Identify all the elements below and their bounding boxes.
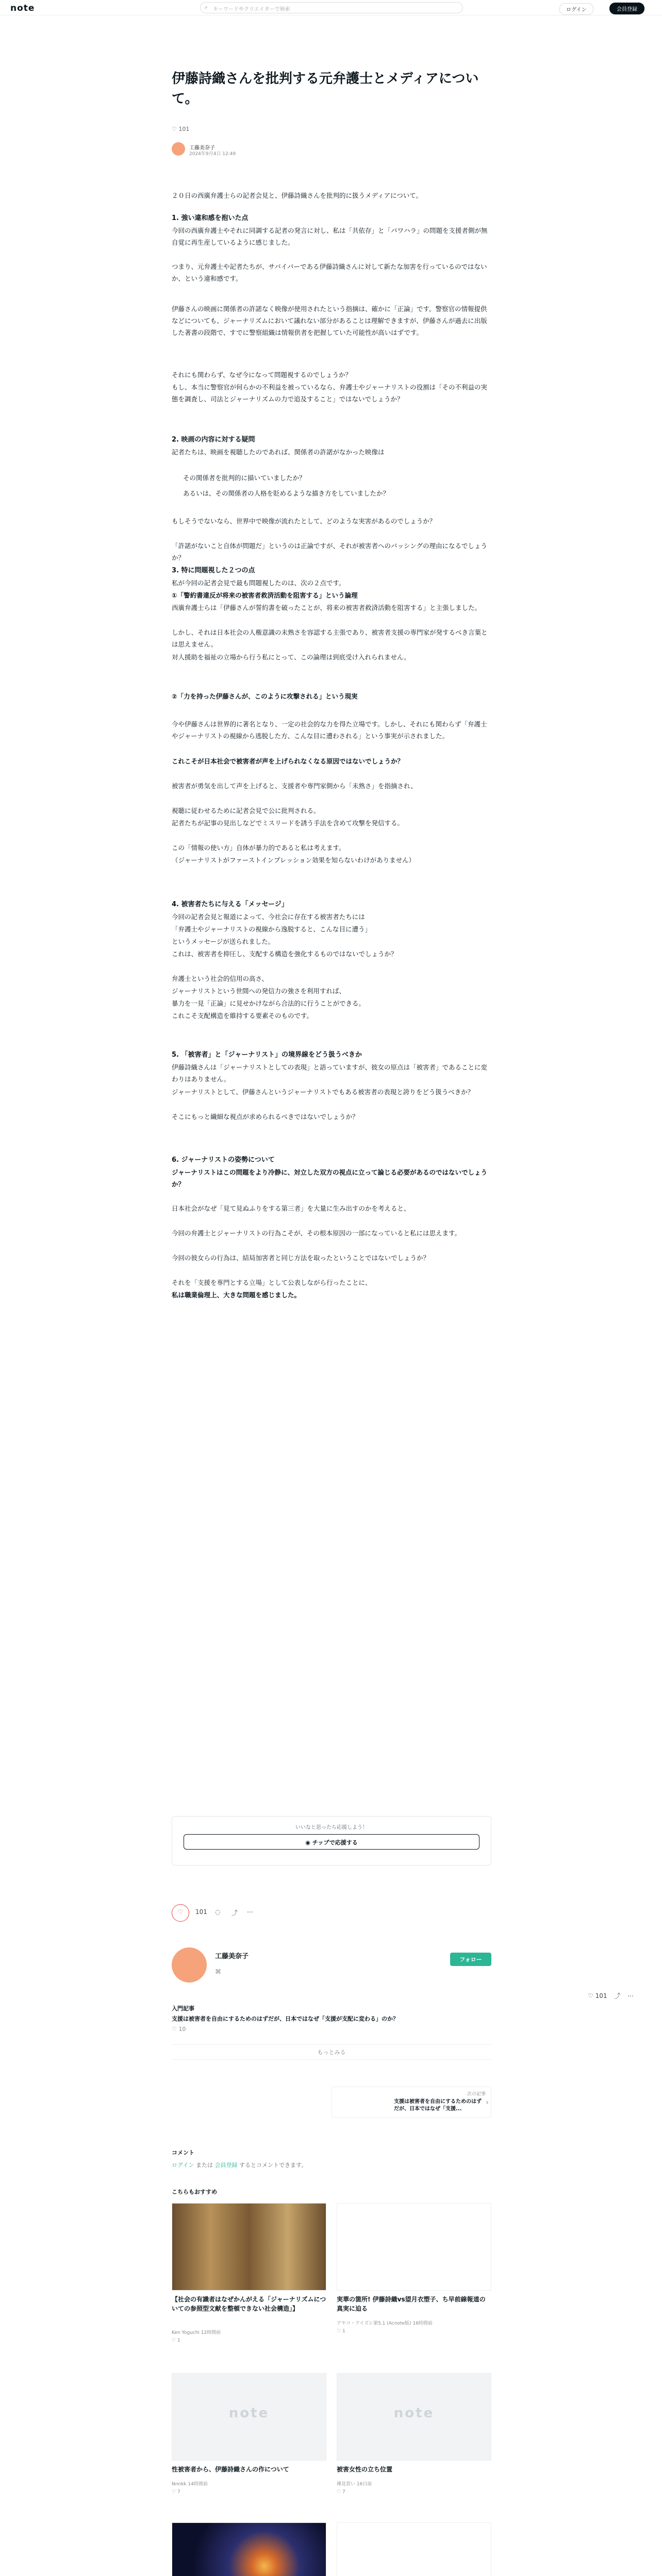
card-thumbnail[interactable] [337, 2203, 491, 2291]
comments-prompt [172, 2161, 307, 2169]
paragraph: これこそ支配構造を維持する要素そのものです。 [172, 1012, 313, 1020]
magazine-likes: ♡ 10 [172, 2026, 186, 2032]
top-header [0, 0, 662, 15]
paragraph: 今や伊藤さんは世界的に著名となり、一定の社会的な力を得た立場です。しかし、それにも関わらず「弁護士やジャーナリストの視線から逃脱した方、こんな目に遭わされる」という事実が示されました。 [172, 720, 487, 740]
paragraph: 記者たちは、映画を視聴したのであれば、関係者の許諾がなかった映像は [172, 448, 385, 456]
support-box [172, 1816, 491, 1866]
paragraph: もしそうでないなら、世界中で映像が流れたとして、どのような実害があるのでしょうか？ [172, 517, 436, 525]
like-count[interactable]: 101 [195, 1908, 207, 1916]
paragraph: 私は職業倫理上、大きな問題を感じました。 [172, 1291, 301, 1299]
avatar[interactable] [172, 1947, 207, 1982]
publish-date: 2024年9月4日 12:49 [189, 151, 236, 157]
share-icon[interactable]: ⤴ [231, 1909, 238, 1917]
list-item: その関係者を批判的に描いていましたか？ [183, 474, 306, 482]
card-meta: 裸見習い 16日前 [337, 2482, 372, 2487]
magazine-article-link[interactable]: 支援は被害者を自由にするためのはずだが、日本ではなぜ「支援が支配に変わる」のか？ [172, 2015, 399, 2022]
author-name[interactable]: 工藤美奈子 [189, 145, 215, 151]
comment-icon[interactable]: ◌ [215, 1908, 221, 1916]
paragraph: ジャーナリストとして、伊藤さんというジャーナリストでもある被害者の表現と誇りをどう扱うべきか？ [172, 1088, 474, 1096]
avatar[interactable] [172, 142, 185, 156]
card-thumbnail[interactable] [337, 2373, 491, 2461]
rss-icon[interactable]: ⌘ [215, 1968, 221, 1975]
paragraph: 「弁護士やジャーナリストの視線から逸脱すると、こんな目に遭う」 [172, 925, 372, 933]
card-title[interactable]: 【社会の有識者はなぜかんがえる「ジャーナリズムについての参照型文献を整頓できない社会構造」】 [172, 2296, 326, 2312]
like-count: 7 [342, 2489, 345, 2495]
comments-heading: コメント [172, 2149, 194, 2156]
search-placeholder: キーワードやクリエイターで検索 [213, 7, 290, 12]
paragraph: つまり、元弁護士や記者たちが、サバイバーである伊藤詩織さんに対して新たな加害を行っているのではないか、という違和感です。 [172, 263, 487, 283]
paragraph: それにも関わらず、なぜ今になって問題視するのでしょうか？ [172, 371, 352, 379]
card-meta: Nnnkk 14時間前 [172, 2482, 208, 2487]
signup-button[interactable]: 会員登録 [609, 3, 644, 14]
paragraph: 伊藤さんの映画に関係者の許諾なく映像が使用されたという指摘は、確かに「正論」です。警察官の情報提供などについても、ジャーナリズムにおいて議れない部分があることは理解できますが、伊藤さんが過去に出版した著書の段階で、すでに警察組織は情報供者を把握していた可能性が高いはずです。 [172, 305, 487, 337]
section-heading: 4. 被害者たちに与える「メッセージ」 [172, 901, 288, 908]
tip-button-label: チップで応援する [312, 1839, 358, 1846]
card-title[interactable]: 実華の箇所! 伊藤詩織vs望月衣塑子、ち早前線報道の真実に迫る [337, 2296, 486, 2312]
paragraph: というメッセージが送られました。 [172, 938, 275, 945]
recommend-heading: こちらもおすすめ [172, 2189, 218, 2195]
paragraph: それを「支援を専門とする立場」として公表しながら行ったことに、 [172, 1279, 372, 1286]
note-logo-placeholder: note [393, 2405, 435, 2421]
card-likes: ♡ 1 [172, 2338, 180, 2343]
next-article-nav[interactable] [332, 2087, 491, 2117]
more-icon[interactable]: ⋯ [627, 1992, 634, 1999]
coin-icon: ◉ [305, 1839, 312, 1846]
tip-button[interactable] [184, 1834, 479, 1850]
note-logo[interactable]: note [10, 3, 35, 13]
login-button[interactable]: ログイン [559, 3, 593, 15]
card-thumbnail[interactable] [337, 2522, 491, 2576]
paragraph: 私が今回の記者会見で最も問題視したのは、次の２点です。 [172, 579, 345, 587]
card-meta: Ken Yoguchi 12時間前 [172, 2330, 221, 2335]
section-heading: 1. 強い違和感を抱いた点 [172, 214, 249, 222]
search-input[interactable] [200, 2, 463, 13]
magazine-label: 入門記事 [172, 2005, 194, 2012]
paragraph: もし、本当に警察官が何らかの不利益を被っているなら、弁護士やジャーナリストの役割は「その不利益の実態を調査し、司法とジャーナリズムの力で追及すること」ではないでしょうか？ [172, 383, 488, 403]
paragraph: 記者たちが記事の見出しなどでミスリードを誘う手法を含めて攻撃を発信する。 [172, 819, 404, 827]
section-heading: 2. 映画の内容に対する疑問 [172, 436, 255, 444]
paragraph: これは、被害者を抑圧し、支配する構造を強化するものではないでしょうか？ [172, 950, 398, 958]
follow-button[interactable]: フォロー [450, 1953, 491, 1966]
paragraph: これこそが日本社会で被害者が声を上げられなくなる原因ではないでしょうか？ [172, 757, 404, 765]
note-logo-placeholder: note [228, 2405, 270, 2421]
nav-label: 次の記事 [467, 2092, 486, 2097]
heart-icon[interactable]: ♡ [172, 1904, 189, 1922]
card-likes: ♡ 7 [337, 2489, 345, 2495]
card-likes: ♡ 1 [337, 2329, 345, 2334]
card-thumbnail[interactable] [172, 2373, 326, 2461]
nav-title: 支援は被害者を自由にするためのはずだが、日本ではなぜ「支援... [394, 2099, 482, 2112]
paragraph: 今回の弁護士とジャーナリストの行為こそが、その根本原因の一部になっていると私には思えます。 [172, 1229, 461, 1237]
paragraph: そこにもっと繊細な視点が求められるべきではないでしょうか？ [172, 1113, 359, 1121]
paragraph: この「情報の使い方」自体が暴力的であると私は考えます。 [172, 844, 345, 852]
paragraph: しかし、それは日本社会の人権意識の未熟さを容認する主張であり、被害者支援の専門家が発するべき言葉とは思えません。 [172, 629, 488, 649]
action-bar [172, 1906, 491, 1922]
signup-link[interactable]: 会員登録 [214, 2162, 238, 2168]
comments-suffix: するとコメントできます。 [239, 2162, 307, 2168]
paragraph: 視聴に従わせるために記者会見で公に批判される。 [172, 807, 320, 815]
like-count: 1 [342, 2329, 345, 2334]
paragraph: 弁護士という社会的信用の高さ、 [172, 975, 269, 982]
list-item: あるいは、その関係者の人格を貶めるような描き方をしていましたか？ [183, 489, 390, 497]
comments-or: または [195, 2162, 213, 2168]
section-heading: 5. 「被害者」と「ジャーナリスト」の境界線をどう扱うべきか [172, 1051, 362, 1059]
article-title: 伊藤詩織さんを批判する元弁護士とメディアについて。 [172, 71, 479, 107]
section-heading: 6. ジャーナリストの姿勢について [172, 1156, 275, 1164]
like-count: 7 [177, 2489, 180, 2495]
like-count-top[interactable] [172, 126, 189, 132]
paragraph: 今回の西廣弁護士やそれに同調する記者の発言に対し、私は「共依存」と「パワハラ」の問題を支援者側が無自覚に再生産しているように感じました。 [172, 227, 488, 247]
heart-icon: ♡ [172, 126, 177, 132]
card-title[interactable]: 被害女性の立ち位置 [337, 2466, 393, 2473]
card-title[interactable]: 性被害者から、伊藤詩織さんの作について [172, 2466, 289, 2473]
search-icon: ⌕ [205, 5, 208, 10]
paragraph: ②「力を持った伊藤さんが、このように攻撃される」という現実 [172, 692, 358, 700]
paragraph: 今回の記者会見と報道によって、今社会に存在する被害者たちには [172, 913, 365, 921]
card-likes: ♡ 7 [172, 2489, 180, 2495]
paragraph: 今回の彼女らの行為は、結局加害者と同じ方法を取ったということではないでしょうか？ [172, 1254, 430, 1262]
share-icon[interactable]: ⤴ [614, 1992, 621, 1999]
login-link[interactable]: ログイン [172, 2162, 194, 2168]
paragraph: ①「警約書違反が将来の被害者救済活動を阻害する」という論理 [172, 591, 358, 599]
like-count: 10 [178, 2026, 186, 2032]
more-icon[interactable]: ⋯ [247, 1908, 253, 1916]
like-count: 101 [595, 1992, 607, 1999]
sidebar-actions [588, 1991, 655, 2000]
paragraph: ２０日の西廣弁護士らの記者会見と、伊藤詩織さんを批判的に扱うメディアについて。 [172, 192, 423, 199]
heart-icon[interactable]: ♡ [588, 1992, 593, 1999]
author-name[interactable]: 工藤美奈子 [215, 1953, 249, 1960]
paragraph: ジャーナリストはこの問題をより冷静に、対立した双方の視点に立って論じる必要があるのではないでしょうか？ [172, 1168, 488, 1189]
chevron-right-icon: › [486, 2098, 489, 2107]
paragraph: 伊藤詩織さんは「ジャーナリストとしての表現」と語っていますが、彼女の原点は「被害者」であることに変わりはありません。 [172, 1063, 488, 1083]
paragraph: 日本社会がなぜ「見て見ぬふりをする第三者」を大量に生み出すのかを考えると、 [172, 1205, 410, 1212]
like-count: 1 [177, 2338, 180, 2343]
support-question: いいなと思ったら応援しよう！ [295, 1825, 368, 1831]
paragraph: 被害者が勇気を出して声を上げると、支援者や専門家側から「未熟さ」を指摘され、 [172, 782, 417, 790]
paragraph: 「許諾がないこと自体が問題だ」というのは正論ですが、それが被害者へのバッシングの理由になるでしょうか？ [172, 542, 487, 562]
card-meta: アヤコ・アイズシ第5.1 (Acnote版) 16時間前 [337, 2321, 433, 2326]
paragraph: （ジャーナリストがファーストインプレッション効果を知らないわけがありません） [172, 856, 416, 864]
like-count: 101 [178, 126, 190, 132]
card-thumbnail[interactable] [172, 2203, 326, 2291]
show-more-button[interactable]: もっとみる [172, 2044, 491, 2060]
paragraph: ジャーナリストという世間への発信力の強さを利用すれば、 [172, 987, 346, 995]
card-thumbnail[interactable] [172, 2522, 326, 2576]
paragraph: 暴力を一見「正論」に見せかけながら合法的に行うことができる。 [172, 999, 366, 1007]
author-card [172, 1947, 491, 1989]
section-heading: 3. 特に問題視した２つの点 [172, 567, 255, 574]
paragraph: 対人援助を福祉の立場から行う私にとって、この論理は到底受け入れられません。 [172, 653, 410, 661]
paragraph: 西廣弁護士らは「伊藤さんが誓約書を破ったことが、将来の被害者救済活動を阻害する」と主張しました。 [172, 604, 482, 612]
